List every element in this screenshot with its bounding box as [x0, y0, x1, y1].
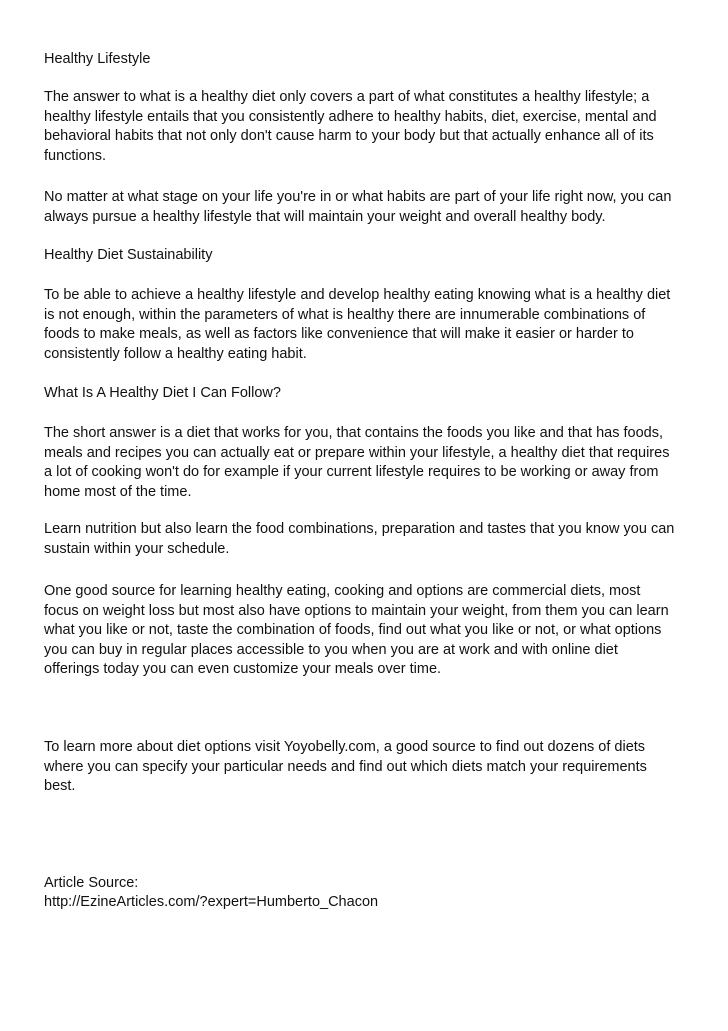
- section-heading-follow: What Is A Healthy Diet I Can Follow?: [44, 385, 281, 401]
- paragraph-line: No matter at what stage on your life you're in or what habits are part of your life right now, you can: [44, 189, 672, 205]
- section-heading-sustainability: Healthy Diet Sustainability: [44, 247, 213, 263]
- paragraph-line: best.: [44, 778, 76, 794]
- paragraph-sustainability: [44, 286, 689, 364]
- paragraph-line: where you can specify your particular needs and find out which diets match your requirements: [44, 758, 647, 775]
- paragraph-intro: [44, 88, 689, 166]
- paragraph-line: foods to make meals, as well as factors like convenience that will make it easier or harder to: [44, 326, 634, 342]
- paragraph-line: always pursue a healthy lifestyle that will maintain your weight and overall healthy body.: [44, 208, 606, 225]
- paragraph-line: One good source for learning healthy eating, cooking and options are commercial diets, most: [44, 583, 641, 599]
- paragraph-line: The answer to what is a healthy diet only covers a part of what constitutes a healthy lifestyle; a: [44, 89, 650, 105]
- paragraph-commercial-diets: [44, 582, 689, 680]
- paragraph-line: functions.: [44, 147, 107, 164]
- paragraph-stage: [44, 188, 689, 227]
- paragraph-line: The short answer is a diet that works for you, that contains the foods you like and that has foods,: [44, 425, 664, 441]
- paragraph-line: is not enough, within the parameters of what is healthy there are innumerable combinations of: [44, 306, 646, 323]
- paragraph-nutrition: [44, 520, 689, 559]
- paragraph-line: offerings today you can even customize your meals over time.: [44, 661, 442, 677]
- article-source-label: Article Source:: [44, 875, 139, 891]
- paragraph-line: consistently follow a healthy eating habit.: [44, 345, 307, 362]
- paragraph-line: To learn more about diet options visit Yoyobelly.com, a good source to find out dozens of diets: [44, 739, 646, 755]
- paragraph-line: To be able to achieve a healthy lifestyle and develop healthy eating knowing what is a healthy diet: [44, 287, 671, 303]
- paragraph-line: a lot of cooking won't do for example if your current lifestyle requires to be working or away from: [44, 464, 659, 480]
- article-source-link[interactable]: http://EzineArticles.com/?expert=Humberto_Chacon: [44, 894, 379, 910]
- paragraph-learn-more: [44, 738, 689, 797]
- paragraph-line: you can buy in regular places accessible to you when you are at work and with online diet: [44, 641, 618, 658]
- paragraph-line: behavioral habits that not only don't cause harm to your body but that actually enhance all of its: [44, 128, 654, 144]
- paragraph-line: home most of the time.: [44, 483, 192, 500]
- paragraph-short-answer: [44, 424, 689, 502]
- paragraph-line: focus on weight loss but most also have options to maintain your weight, from them you can learn: [44, 602, 669, 619]
- paragraph-line: sustain within your schedule.: [44, 540, 230, 557]
- paragraph-line: meals and recipes you can actually eat or prepare within your lifestyle, a healthy diet that requires: [44, 444, 670, 461]
- paragraph-line: Learn nutrition but also learn the food combinations, preparation and tastes that you know you can: [44, 521, 675, 537]
- paragraph-line: healthy lifestyle entails that you consistently adhere to healthy habits, diet, exercise, mental and: [44, 108, 657, 125]
- paragraph-line: what you like or not, taste the combination of foods, find out what you like or not, or what options: [44, 622, 662, 638]
- page-title: Healthy Lifestyle: [44, 51, 151, 67]
